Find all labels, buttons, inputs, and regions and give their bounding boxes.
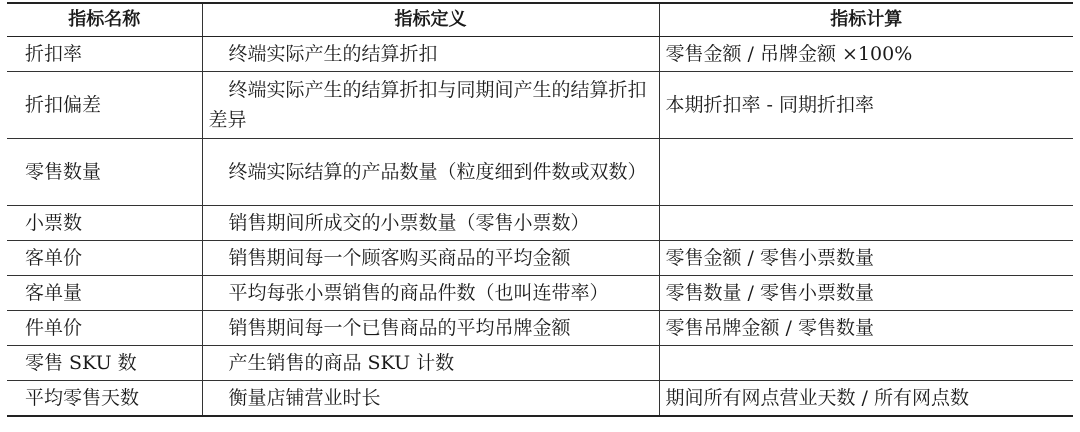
metric-name: 折扣率	[7, 37, 202, 72]
metric-name: 零售数量	[7, 139, 202, 206]
metric-definition: 终端实际产生的结算折扣	[202, 37, 659, 72]
table-row	[7, 206, 1073, 241]
metric-calculation: 本期折扣率 - 同期折扣率	[659, 72, 1073, 139]
table-row	[7, 37, 1073, 72]
table-row	[7, 72, 1073, 139]
table-row	[7, 276, 1073, 311]
metric-name: 小票数	[7, 206, 202, 241]
table-row	[7, 346, 1073, 381]
header-metric-calculation: 指标计算	[659, 3, 1073, 37]
metric-definition: 终端实际产生的结算折扣与同期间产生的结算折扣差异	[202, 72, 659, 139]
metric-calculation	[659, 139, 1073, 206]
table-row	[7, 139, 1073, 206]
metrics-table-container	[7, 2, 1073, 417]
table-row	[7, 381, 1073, 417]
metric-calculation	[659, 346, 1073, 381]
metric-definition: 衡量店铺营业时长	[202, 381, 659, 417]
metric-definition: 终端实际结算的产品数量（粒度细到件数或双数）	[202, 139, 659, 206]
metric-definition: 产生销售的商品 SKU 计数	[202, 346, 659, 381]
metric-calculation: 期间所有网点营业天数 / 所有网点数	[659, 381, 1073, 417]
metric-definition: 销售期间每一个已售商品的平均吊牌金额	[202, 311, 659, 346]
metric-calculation: 零售吊牌金额 / 零售数量	[659, 311, 1073, 346]
metric-name: 平均零售天数	[7, 381, 202, 417]
header-metric-name: 指标名称	[7, 3, 202, 37]
metrics-table	[7, 2, 1073, 417]
metric-name: 件单价	[7, 311, 202, 346]
metric-calculation: 零售金额 / 吊牌金额 ×100%	[659, 37, 1073, 72]
header-metric-definition: 指标定义	[202, 3, 659, 37]
metric-definition: 销售期间所成交的小票数量（零售小票数）	[202, 206, 659, 241]
metric-calculation	[659, 206, 1073, 241]
table-row	[7, 241, 1073, 276]
metric-definition: 平均每张小票销售的商品件数（也叫连带率）	[202, 276, 659, 311]
metric-name: 客单量	[7, 276, 202, 311]
metric-name: 零售 SKU 数	[7, 346, 202, 381]
table-header-row	[7, 3, 1073, 37]
metric-calculation: 零售金额 / 零售小票数量	[659, 241, 1073, 276]
metric-name: 折扣偏差	[7, 72, 202, 139]
metric-definition: 销售期间每一个顾客购买商品的平均金额	[202, 241, 659, 276]
metric-name: 客单价	[7, 241, 202, 276]
table-row	[7, 311, 1073, 346]
metric-calculation: 零售数量 / 零售小票数量	[659, 276, 1073, 311]
